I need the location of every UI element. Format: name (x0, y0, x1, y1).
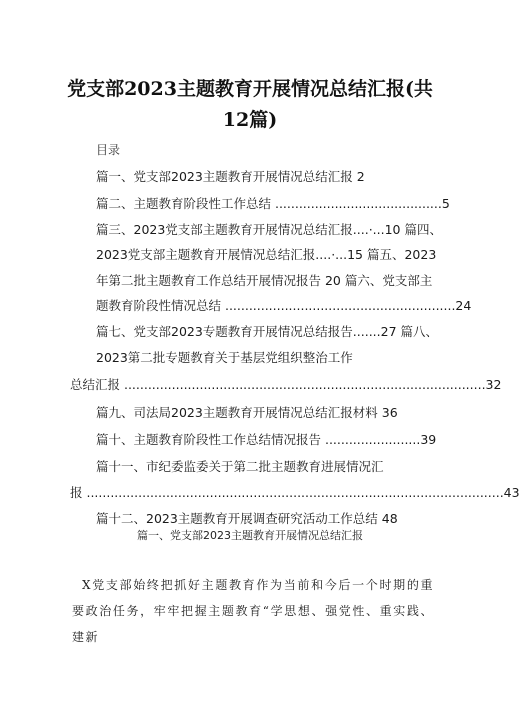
toc-entry[interactable]: 篇九、司法局2023主题教育开展情况总结汇报材料 36 (96, 405, 398, 420)
toc-entry[interactable]: 篇十二、2023主题教育开展调查研究活动工作总结 48 (96, 511, 398, 526)
toc-entry[interactable]: 总结汇报 ...........................................................................................32 (70, 377, 502, 392)
toc-entry[interactable]: 报 .........................................................................................................43 (70, 485, 520, 500)
toc-entry[interactable]: 篇一、党支部2023主题教育开展情况总结汇报 2 (96, 169, 365, 184)
toc-entry[interactable]: 篇三、2023党支部主题教育开展情况总结汇报....·...10 篇四、 (96, 222, 442, 237)
document-title: 党支部2023主题教育开展情况总结汇报(共12篇) (67, 78, 433, 131)
section-heading: 篇一、党支部2023主题教育开展情况总结汇报 (137, 529, 363, 542)
toc-entry[interactable]: 篇十、主题教育阶段性工作总结情况报告 ........................39 (96, 432, 437, 447)
toc-entry[interactable]: 篇二、主题教育阶段性工作总结 ..........................................5 (96, 196, 450, 211)
toc-entry[interactable]: 篇七、党支部2023专题教育开展情况总结报告.......27 篇八、 (96, 324, 439, 339)
toc-entry[interactable]: 2023第二批专题教育关于基层党组织整治工作 (96, 350, 353, 365)
toc-entry[interactable]: 2023党支部主题教育开展情况总结汇报....·...15 篇五、2023 (96, 247, 437, 262)
toc-entry[interactable]: 年第二批主题教育工作总结开展情况报告 20 篇六、党支部主 (96, 273, 433, 288)
body-paragraph: X党支部始终把抓好主题教育作为当前和今后一个时期的重要政治任务，牢牢把握主题教育“学思想、强党性、重实践、建新 (72, 578, 434, 644)
toc-heading: 目录 (96, 143, 121, 157)
toc-entry[interactable]: 篇十一、市纪委监委关于第二批主题教育进展情况汇 (96, 459, 384, 474)
toc-entry[interactable]: 题教育阶段性情况总结 ..........................................................24 (96, 298, 472, 313)
